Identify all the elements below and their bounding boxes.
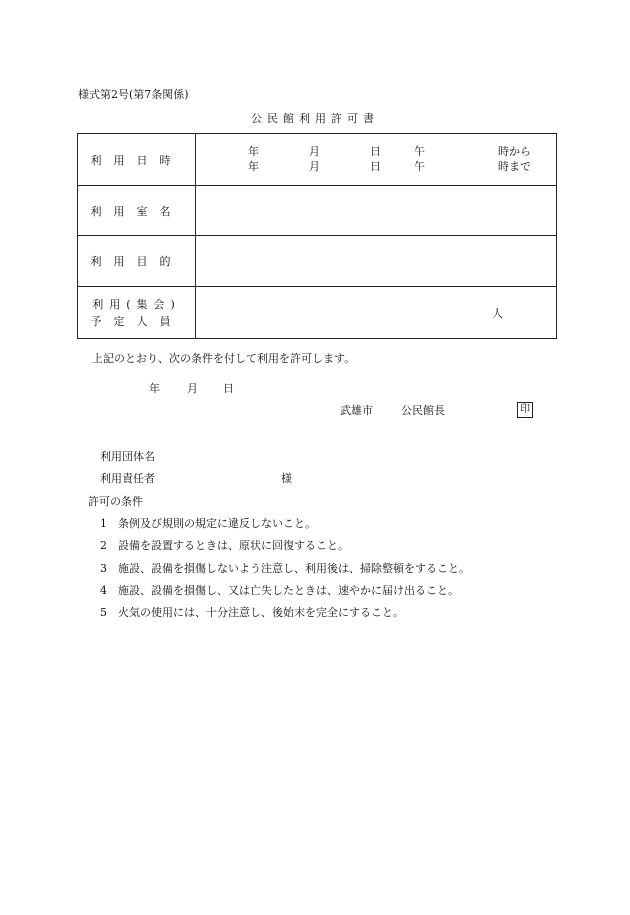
condition-text: 条例及び規則の規定に違反しないこと。 xyxy=(118,517,316,530)
from-month: 月 xyxy=(309,145,320,158)
condition-item xyxy=(100,585,459,596)
room-name-row xyxy=(78,186,557,236)
attendance-row xyxy=(78,287,557,339)
usage-datetime-cell[interactable] xyxy=(196,134,557,186)
responsible-person-label: 利用責任者 xyxy=(100,472,155,485)
seal-mark: 印 xyxy=(517,402,533,418)
condition-number: 3 xyxy=(100,562,107,575)
to-day: 日 xyxy=(370,160,381,173)
issuer-city: 武雄市 xyxy=(340,404,373,417)
room-name-cell[interactable] xyxy=(196,186,557,236)
attendance-cell[interactable] xyxy=(196,287,557,339)
to-month: 月 xyxy=(309,160,320,173)
condition-text: 施設、設備を損傷しないよう注意し、利用後は、掃除整頓をすること。 xyxy=(118,562,470,575)
attendance-label xyxy=(78,287,196,339)
condition-number: 4 xyxy=(100,584,107,597)
attendance-label-line1: 利用(集会) xyxy=(92,297,181,311)
condition-item xyxy=(100,540,349,551)
room-name-label: 利用室名 xyxy=(78,186,196,236)
permit-table xyxy=(77,133,557,339)
condition-item xyxy=(100,607,404,618)
issue-day: 日 xyxy=(223,382,234,395)
group-name-label: 利用団体名 xyxy=(100,450,155,463)
to-ampm: 午 xyxy=(414,160,425,173)
attendance-label-line2: 予定人員 xyxy=(90,314,183,328)
from-year: 年 xyxy=(248,145,259,158)
purpose-row xyxy=(78,236,557,287)
condition-text: 施設、設備を損傷し、又は亡失したときは、速やかに届け出ること。 xyxy=(118,584,459,597)
usage-datetime-row xyxy=(78,134,557,186)
purpose-label: 利用目的 xyxy=(78,236,196,287)
attendance-unit: 人 xyxy=(492,307,503,320)
condition-text: 火気の使用には、十分注意し、後始末を完全にすること。 xyxy=(118,606,404,619)
to-suffix: 時まで xyxy=(498,160,531,173)
usage-datetime-label: 利用日時 xyxy=(78,134,196,186)
from-day: 日 xyxy=(370,145,381,158)
purpose-cell[interactable] xyxy=(196,236,557,287)
document-title: 公民館利用許可書 xyxy=(251,112,379,125)
from-suffix: 時から xyxy=(498,145,531,158)
form-number: 様式第2号(第7条関係) xyxy=(78,88,189,101)
condition-number: 5 xyxy=(100,606,107,619)
condition-text: 設備を設置するときは、原状に回復すること。 xyxy=(118,539,349,552)
conditions-title: 許可の条件 xyxy=(88,495,143,508)
condition-number: 2 xyxy=(100,539,107,552)
issue-year: 年 xyxy=(149,382,160,395)
to-year: 年 xyxy=(248,160,259,173)
condition-item xyxy=(100,518,316,529)
from-ampm: 午 xyxy=(414,145,425,158)
issue-month: 月 xyxy=(187,382,198,395)
honorific: 様 xyxy=(281,472,292,485)
permission-sentence: 上記のとおり、次の条件を付して利用を許可します。 xyxy=(92,352,356,365)
issuer-title: 公民館長 xyxy=(401,404,445,417)
condition-number: 1 xyxy=(100,517,107,530)
condition-item xyxy=(100,563,470,574)
